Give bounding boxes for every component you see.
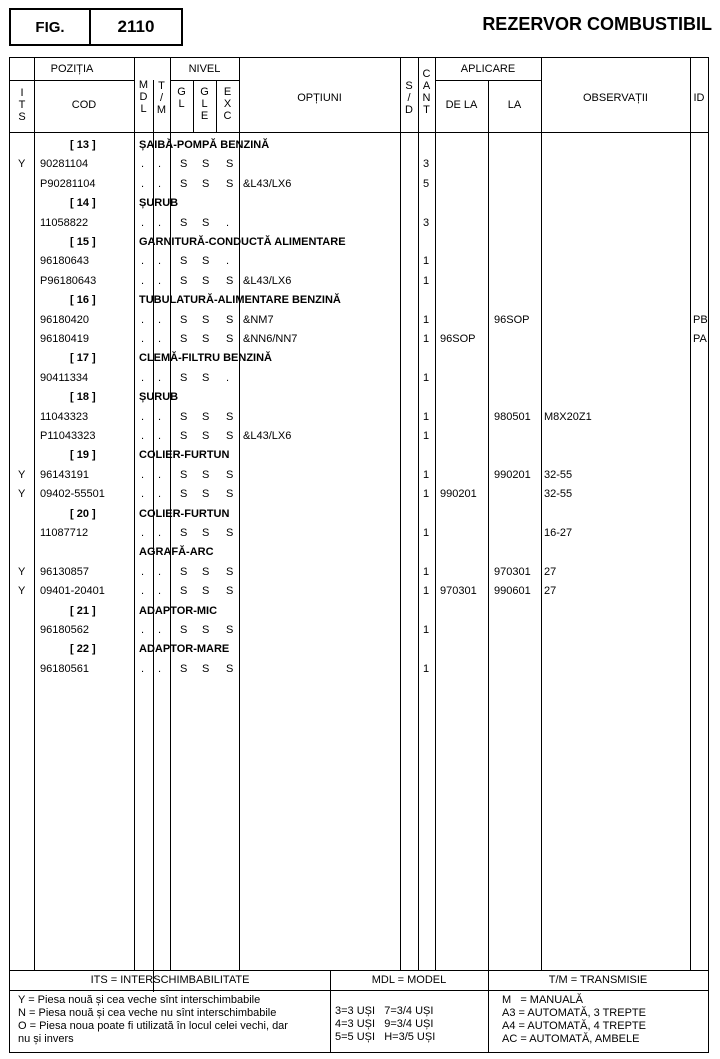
header-divider: [10, 80, 134, 81]
group-position: [ 16 ]: [70, 294, 96, 307]
part-exc: .: [226, 255, 230, 268]
part-mdl: .: [141, 371, 145, 384]
part-gle: S: [202, 468, 210, 481]
part-its: Y: [18, 565, 26, 578]
part-exc: S: [226, 410, 234, 423]
part-gle: S: [202, 565, 210, 578]
group-row: [10, 349, 710, 368]
col-header-optiuni: OPȚIUNI: [297, 92, 342, 104]
part-quantity: 3: [423, 216, 430, 229]
part-gl: S: [180, 430, 188, 442]
part-gle: S: [202, 624, 210, 636]
col-header-mdl: M D L: [138, 79, 149, 115]
part-quantity: 1: [423, 624, 430, 636]
footer-tm-title: T/M = TRANSMISIE: [548, 974, 648, 986]
part-gl: S: [180, 410, 188, 423]
table-row: [10, 563, 710, 582]
part-its: Y: [18, 158, 26, 171]
part-to-date: 990201: [494, 468, 531, 481]
part-gle: S: [202, 488, 210, 501]
group-position: [ 20 ]: [70, 507, 96, 520]
part-mdl: .: [141, 565, 145, 578]
header-bottom: [10, 132, 708, 133]
col-header-id: ID: [693, 92, 705, 104]
part-code: 09401-20401: [40, 585, 105, 598]
part-quantity: 1: [423, 585, 430, 598]
part-exc: S: [226, 565, 234, 578]
part-gl: S: [180, 274, 188, 287]
part-options: &NM7: [243, 313, 274, 326]
group-name: COLIER-FURTUN: [139, 507, 230, 520]
table-row: [10, 427, 710, 446]
part-gle: S: [202, 274, 210, 287]
part-options: &L43/LX6: [243, 274, 292, 287]
group-row: [10, 640, 710, 659]
part-gle: S: [202, 585, 210, 598]
part-mdl: .: [141, 274, 145, 287]
col-header-nivel: NIVEL: [188, 63, 221, 75]
part-exc: S: [226, 488, 234, 501]
part-tm: .: [158, 488, 162, 501]
part-exc: S: [226, 585, 234, 598]
part-options: &NN6/NN7: [243, 333, 298, 345]
part-quantity: 5: [423, 177, 430, 190]
group-position: [ 19 ]: [70, 449, 96, 462]
part-code: 96180562: [40, 624, 89, 636]
footer-tm-line: A4 = AUTOMATĂ, 4 TREPTE: [502, 1020, 646, 1032]
fig-number: 2110: [117, 17, 155, 36]
footer-tm-line: A3 = AUTOMATĂ, 3 TREPTE: [502, 1007, 646, 1019]
part-exc: S: [226, 177, 234, 190]
group-position: [ 22 ]: [70, 643, 96, 656]
footer-its-line: N = Piesa nouă și cea veche nu sînt interschimbabile: [18, 1007, 277, 1019]
footer-mdl-line: 5=5 UȘI H=3/5 UȘI: [335, 1031, 436, 1043]
group-name: ȘURUB: [139, 197, 179, 210]
part-gl: S: [180, 624, 188, 636]
group-name: AGRAFĂ-ARC: [139, 546, 214, 559]
part-gle: S: [202, 662, 210, 675]
group-name: ȘURUB: [139, 391, 179, 404]
part-mdl: .: [141, 662, 145, 675]
group-row: [10, 543, 710, 562]
footer-its-line: O = Piesa noua poate fi utilizată în locul celei vechi, dar: [18, 1020, 288, 1032]
part-code: 96143191: [40, 468, 89, 481]
part-gle: S: [202, 177, 210, 190]
part-tm: .: [158, 255, 162, 268]
part-exc: S: [226, 313, 234, 326]
part-gl: S: [180, 662, 188, 675]
part-exc: .: [226, 216, 230, 229]
part-mdl: .: [141, 468, 145, 481]
part-exc: S: [226, 468, 234, 481]
col-header-dela: DE LA: [445, 99, 478, 111]
part-gle: S: [202, 333, 210, 345]
part-code: 09402-55501: [40, 488, 105, 501]
part-exc: S: [226, 624, 234, 636]
part-gle: S: [202, 410, 210, 423]
group-name: GARNITURĂ-CONDUCTĂ ALIMENTARE: [139, 236, 346, 248]
part-quantity: 1: [423, 430, 430, 442]
part-code: 96180419: [40, 333, 89, 345]
part-to-date: 990601: [494, 585, 531, 598]
footer-top: [10, 970, 708, 971]
group-position: [ 21 ]: [70, 604, 96, 617]
part-observations: 27: [544, 565, 557, 578]
part-observations: 16-27: [544, 527, 573, 539]
col-header-observatii: OBSERVAȚII: [582, 92, 648, 104]
col-header-its: I T S: [18, 87, 26, 123]
part-its: Y: [18, 585, 26, 598]
footer-mdl-title: MDL = MODEL: [371, 974, 447, 986]
part-code: 11043323: [40, 410, 89, 423]
part-tm: .: [158, 585, 162, 598]
footer-mdl-line: 4=3 UȘI 9=3/4 UȘI: [335, 1018, 434, 1030]
group-row: [10, 194, 710, 213]
table-row: [10, 582, 710, 601]
part-mdl: .: [141, 313, 145, 326]
part-quantity: 1: [423, 488, 430, 501]
part-code: 96180561: [40, 662, 89, 675]
group-position: [ 14 ]: [70, 197, 96, 210]
table-row: [10, 621, 710, 640]
part-code: 96180643: [40, 255, 89, 268]
part-tm: .: [158, 468, 162, 481]
part-tm: .: [158, 410, 162, 423]
part-code: P11043323: [40, 430, 96, 442]
part-from-date: 96SOP: [440, 333, 476, 345]
part-options: &L43/LX6: [243, 430, 292, 442]
part-gl: S: [180, 371, 188, 384]
part-tm: .: [158, 216, 162, 229]
col-header-sd: S / D: [405, 80, 413, 116]
parts-table: [9, 57, 709, 1053]
part-id: PA: [693, 333, 707, 345]
part-code: 96180420: [40, 313, 89, 326]
part-mdl: .: [141, 158, 145, 171]
col-header-cant: C A N T: [422, 68, 431, 116]
group-position: [ 15 ]: [70, 236, 96, 248]
footer-its-line: nu și invers: [18, 1033, 74, 1045]
part-gl: S: [180, 177, 188, 190]
table-row: [10, 252, 710, 271]
part-mdl: .: [141, 410, 145, 423]
part-tm: .: [158, 430, 162, 442]
group-position: [ 18 ]: [70, 391, 96, 404]
header-divider: [170, 80, 239, 81]
table-row: [10, 330, 710, 349]
table-row: [10, 175, 710, 194]
part-gle: S: [202, 527, 210, 539]
part-code: 11087712: [40, 527, 89, 539]
table-row: [10, 214, 710, 233]
part-exc: S: [226, 274, 234, 287]
part-gl: S: [180, 565, 188, 578]
part-quantity: 1: [423, 371, 430, 384]
group-name: ȘAIBĂ-POMPĂ BENZINĂ: [139, 139, 270, 151]
part-mdl: .: [141, 255, 145, 268]
group-position: [ 13 ]: [70, 139, 96, 151]
part-from-date: 990201: [440, 488, 477, 501]
footer-its-title: ITS = INTERSCHIMBABILITATE: [90, 974, 250, 986]
part-observations: 32-55: [544, 488, 573, 501]
part-tm: .: [158, 333, 162, 345]
part-id: PB: [693, 313, 708, 326]
part-quantity: 1: [423, 313, 430, 326]
part-observations: M8X20Z1: [544, 410, 592, 423]
part-to-date: 970301: [494, 565, 531, 578]
part-quantity: 1: [423, 410, 430, 423]
group-name: ADAPTOR-MIC: [139, 604, 218, 617]
part-gl: S: [180, 313, 188, 326]
part-gle: S: [202, 255, 210, 268]
part-exc: S: [226, 527, 234, 539]
group-row: [10, 446, 710, 465]
part-tm: .: [158, 565, 162, 578]
fig-label-box: [9, 8, 91, 46]
group-name: COLIER-FURTUN: [139, 449, 230, 462]
part-observations: 32-55: [544, 468, 573, 481]
part-mdl: .: [141, 177, 145, 190]
part-quantity: 3: [423, 158, 430, 171]
part-exc: S: [226, 662, 234, 675]
part-exc: S: [226, 333, 234, 345]
part-tm: .: [158, 624, 162, 636]
part-gle: S: [202, 216, 210, 229]
col-header-gl: G L: [177, 86, 186, 110]
part-gle: S: [202, 371, 210, 384]
part-code: 11058822: [40, 216, 89, 229]
part-tm: .: [158, 177, 162, 190]
group-row: [10, 602, 710, 621]
col-header-aplicare: APLICARE: [460, 63, 516, 75]
group-row: [10, 505, 710, 524]
table-row: [10, 369, 710, 388]
part-observations: 27: [544, 585, 557, 598]
page-title: REZERVOR COMBUSTIBIL: [482, 14, 712, 34]
col-header-tm: T / M: [156, 80, 167, 116]
part-exc: .: [226, 371, 230, 384]
group-name: ADAPTOR-MARE: [139, 643, 230, 656]
col-header-la: LA: [507, 99, 522, 111]
part-gle: S: [202, 158, 210, 171]
part-gl: S: [180, 158, 188, 171]
group-name: TUBULATURĂ-ALIMENTARE BENZINĂ: [139, 294, 341, 307]
part-tm: .: [158, 527, 162, 539]
part-to-date: 96SOP: [494, 313, 530, 326]
fig-label: FIG.: [35, 18, 65, 36]
part-options: &L43/LX6: [243, 177, 292, 190]
part-exc: S: [226, 158, 234, 171]
part-gl: S: [180, 488, 188, 501]
part-quantity: 1: [423, 662, 430, 675]
group-row: [10, 136, 710, 155]
part-its: Y: [18, 468, 26, 481]
group-name: CLEMĂ-FILTRU BENZINĂ: [139, 352, 272, 365]
part-gl: S: [180, 333, 188, 345]
footer-mdl-line: 3=3 UȘI 7=3/4 UȘI: [335, 1005, 434, 1017]
part-mdl: .: [141, 488, 145, 501]
part-code: 96130857: [40, 565, 89, 578]
table-row: [10, 466, 710, 485]
part-exc: S: [226, 430, 234, 442]
part-tm: .: [158, 274, 162, 287]
group-row: [10, 291, 710, 310]
part-gle: S: [202, 313, 210, 326]
part-mdl: .: [141, 585, 145, 598]
table-row: [10, 272, 710, 291]
part-gl: S: [180, 216, 188, 229]
part-code: 90411334: [40, 371, 89, 384]
part-gl: S: [180, 468, 188, 481]
fig-number-box: [89, 8, 183, 46]
part-code: P96180643: [40, 274, 97, 287]
part-quantity: 1: [423, 333, 430, 345]
part-code: P90281104: [40, 177, 96, 190]
table-row: [10, 485, 710, 504]
part-tm: .: [158, 158, 162, 171]
table-row: [10, 408, 710, 427]
part-tm: .: [158, 313, 162, 326]
table-row: [10, 524, 710, 543]
col-header-pozitia: POZIȚIA: [50, 63, 94, 75]
part-to-date: 980501: [494, 410, 531, 423]
part-tm: .: [158, 662, 162, 675]
part-mdl: .: [141, 430, 145, 442]
table-row: [10, 311, 710, 330]
part-mdl: .: [141, 527, 145, 539]
part-quantity: 1: [423, 527, 430, 539]
part-tm: .: [158, 371, 162, 384]
part-gle: S: [202, 430, 210, 442]
table-row: [10, 155, 710, 174]
part-quantity: 1: [423, 468, 430, 481]
footer-tm-line: M = MANUALĂ: [502, 994, 583, 1006]
part-code: 90281104: [40, 158, 89, 171]
part-gl: S: [180, 255, 188, 268]
footer-tm-line: AC = AUTOMATĂ, AMBELE: [502, 1033, 640, 1045]
part-from-date: 970301: [440, 585, 477, 598]
group-row: [10, 388, 710, 407]
part-mdl: .: [141, 333, 145, 345]
part-quantity: 1: [423, 255, 430, 268]
col-header-exc: E X C: [223, 86, 232, 122]
group-position: [ 17 ]: [70, 352, 96, 365]
part-mdl: .: [141, 624, 145, 636]
footer-its-line: Y = Piesa nouă și cea veche sînt interschimbabile: [18, 994, 261, 1006]
part-mdl: .: [141, 216, 145, 229]
table-row: [10, 660, 710, 679]
footer-title-divider: [10, 990, 708, 991]
part-gl: S: [180, 527, 188, 539]
part-its: Y: [18, 488, 26, 501]
part-quantity: 1: [423, 274, 430, 287]
group-row: [10, 233, 710, 252]
col-header-cod: COD: [71, 99, 97, 111]
part-gl: S: [180, 585, 188, 598]
header-divider: [435, 80, 541, 81]
part-quantity: 1: [423, 565, 430, 578]
col-header-gle: G L E: [200, 86, 209, 122]
